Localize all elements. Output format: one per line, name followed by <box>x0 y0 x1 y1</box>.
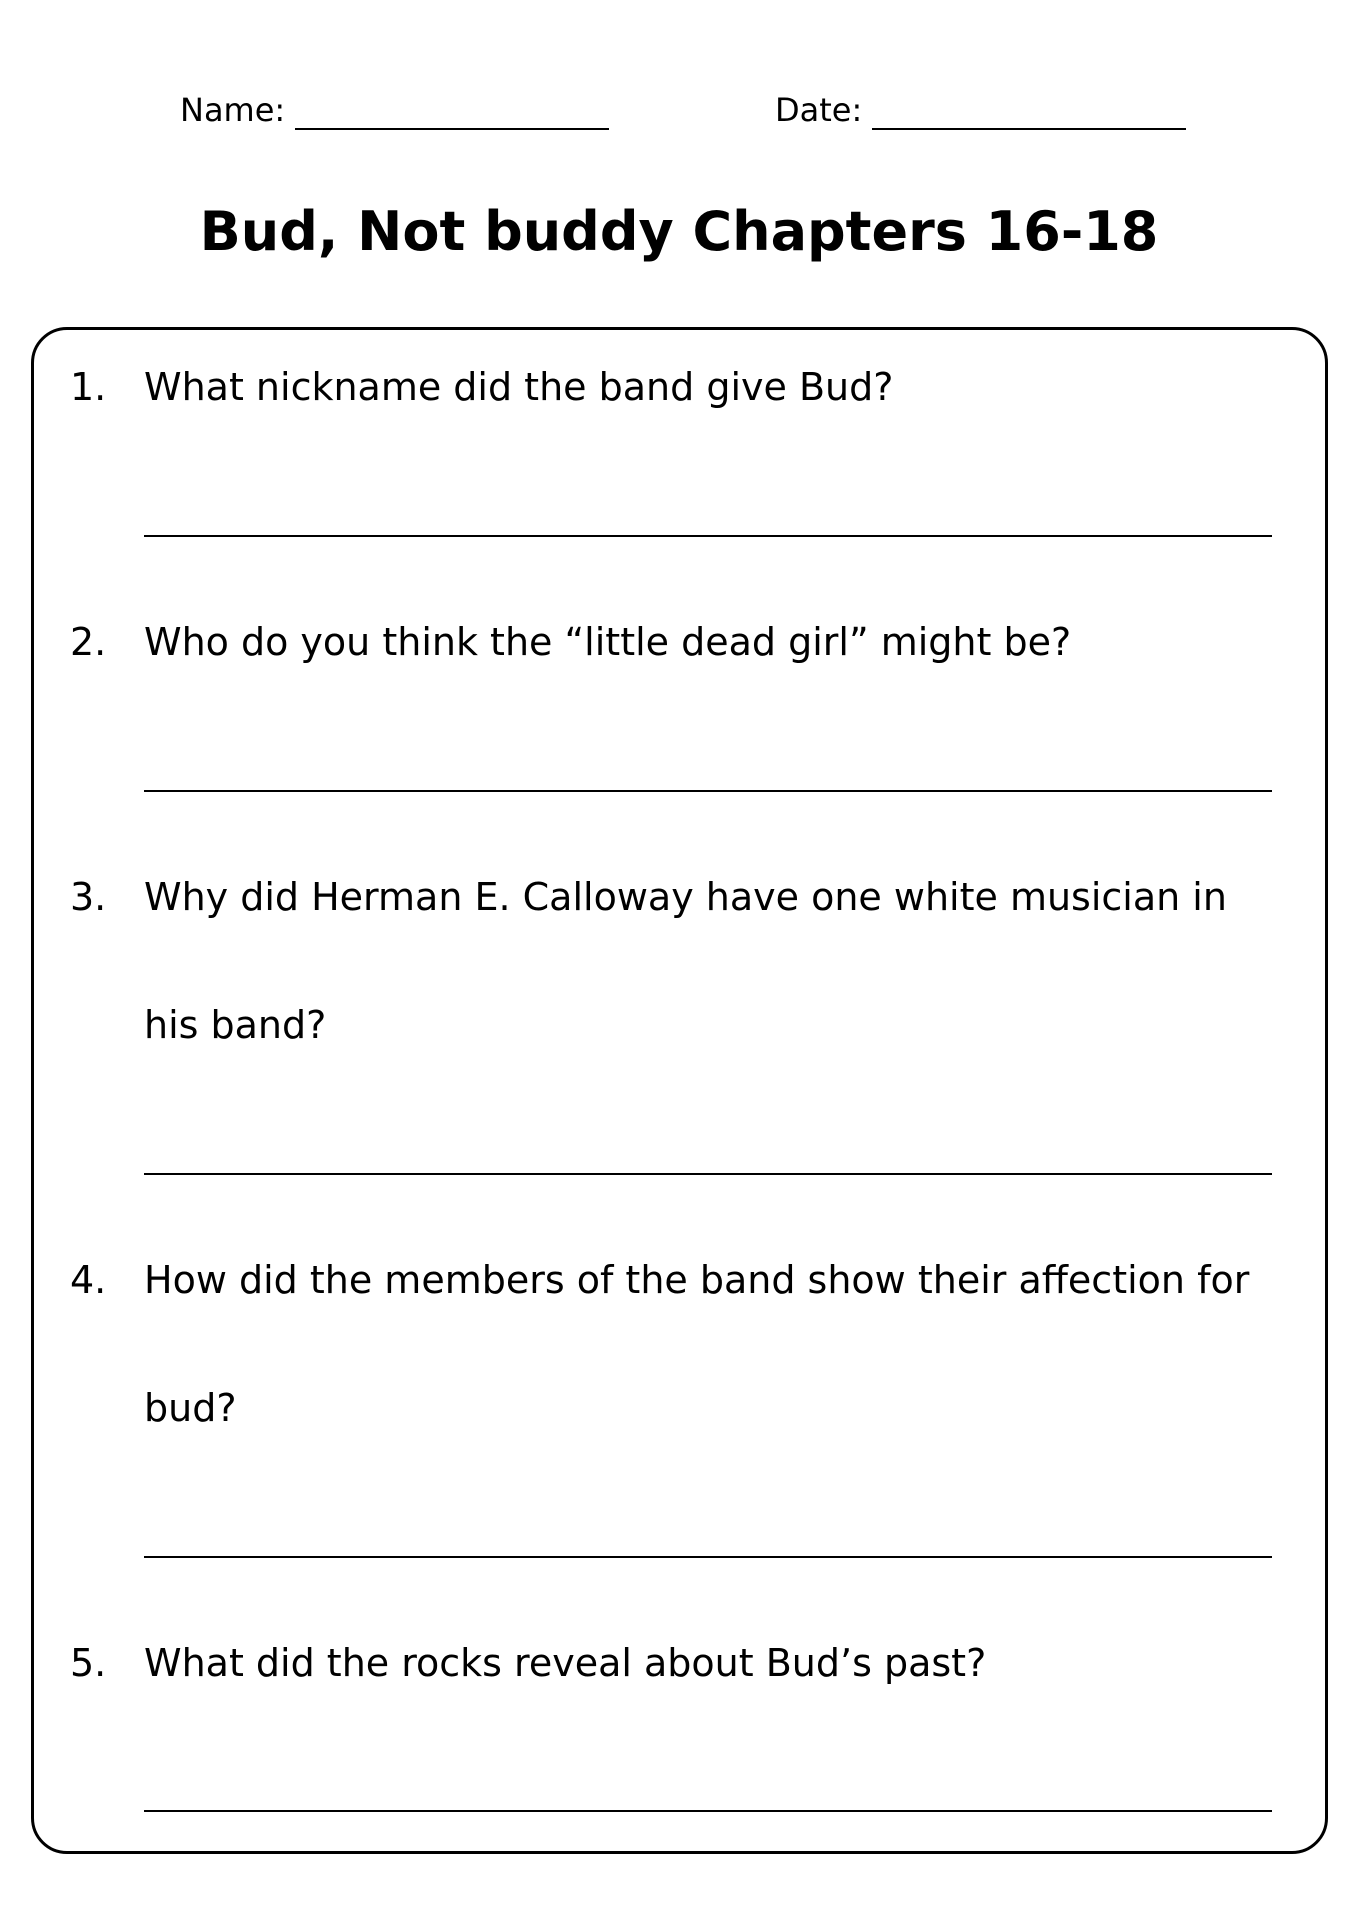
answer-line-2[interactable] <box>144 790 1272 792</box>
question-text: How did the members of the band show their affection for bud? <box>144 1258 1250 1430</box>
question-text: What nickname did the band give Bud? <box>144 365 894 409</box>
question-number: 4. <box>70 1258 107 1302</box>
worksheet-title: Bud, Not buddy Chapters 16-18 <box>199 200 1159 263</box>
question-number: 2. <box>70 620 107 664</box>
name-label: Name: <box>180 91 286 129</box>
question-text: What did the rocks reveal about Bud’s past? <box>144 1641 987 1685</box>
date-label: Date: <box>775 91 863 129</box>
date-field <box>775 88 1186 132</box>
name-blank-line[interactable] <box>295 92 609 130</box>
name-field <box>180 88 609 132</box>
date-blank-line[interactable] <box>872 92 1186 130</box>
answer-line-5[interactable] <box>144 1810 1272 1812</box>
answer-line-1[interactable] <box>144 535 1272 537</box>
question-number: 3. <box>70 875 107 919</box>
answer-line-3[interactable] <box>144 1173 1272 1175</box>
question-number: 1. <box>70 365 107 409</box>
answer-line-4[interactable] <box>144 1556 1272 1558</box>
question-number: 5. <box>70 1641 107 1685</box>
question-text: Who do you think the “little dead girl” might be? <box>144 620 1072 664</box>
question-text: Why did Herman E. Calloway have one white musician in his band? <box>144 875 1227 1047</box>
header-row <box>0 88 1358 138</box>
